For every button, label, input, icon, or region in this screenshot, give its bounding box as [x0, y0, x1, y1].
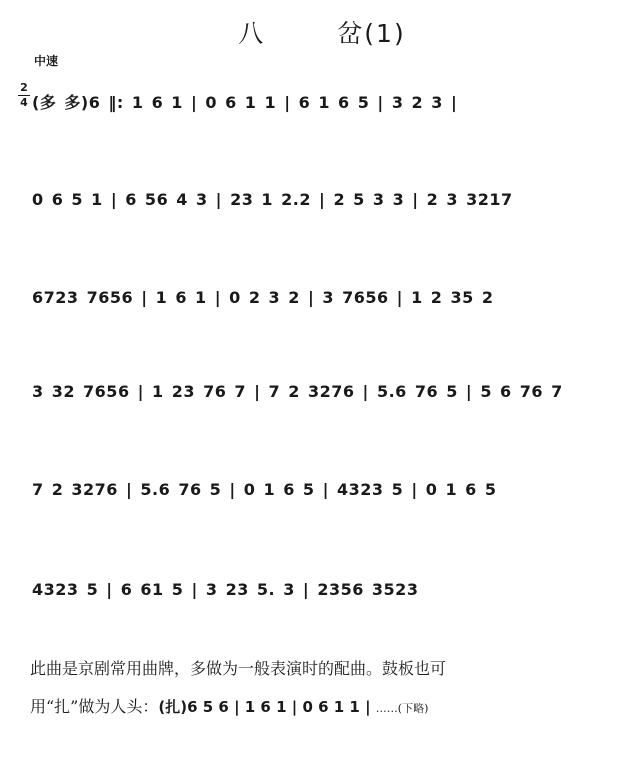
meter-bottom: 4: [20, 96, 28, 109]
note-line-2: [30, 688, 630, 728]
time-signature: [18, 82, 30, 109]
explanatory-note: [30, 650, 630, 728]
score-line-text: 6723 7656 | 1 6 1 | 0 2 3 2 | 3 7656 | 1 2 35 2: [32, 288, 494, 307]
score-line-3: [18, 276, 630, 336]
title-part-2: 岔(1): [337, 19, 406, 48]
score-line-text: 4323 5 | 6 61 5 | 3 23 5. 3 | 2356 3523: [32, 580, 419, 599]
score-line-text: 0 6 5 1 | 6 56 4 3 | 23 1 2.2 | 2 5 3 3 | 2 3 3217: [32, 190, 513, 209]
note-line-2-prefix: 用“扎”做为人头：: [30, 697, 159, 716]
tempo-marking: 中速: [34, 54, 59, 68]
note-omitted-marker: ……(下略): [375, 702, 429, 715]
score-line-text: 3 32 7656 | 1 23 76 7 | 7 2 3276 | 5.6 76 5 | 5 6 76 7: [32, 382, 563, 401]
page-title: [0, 14, 644, 50]
score-line-1: [18, 78, 630, 138]
score-line-2: [18, 178, 630, 238]
score-line-5: [18, 468, 630, 528]
title-part-1: 八: [238, 19, 266, 48]
score-line-text: 7 2 3276 | 5.6 76 5 | 0 1 6 5 | 4323 5 | 0 1 6 5: [32, 480, 497, 499]
score-line-text: (多 多)6 ‖: 1 6 1 | 0 6 1 1 | 6 1 6 5 | 3 2 3 |: [32, 93, 458, 112]
score-line-6: [18, 568, 630, 628]
note-inline-score: (扎)6 5 6 | 1 6 1 | 0 6 1 1 |: [158, 698, 376, 716]
note-line-1: 此曲是京剧常用曲牌，多做为一般表演时的配曲。鼓板也可: [30, 659, 447, 678]
score-line-4: [18, 370, 630, 430]
meter-top: 2: [20, 81, 28, 94]
